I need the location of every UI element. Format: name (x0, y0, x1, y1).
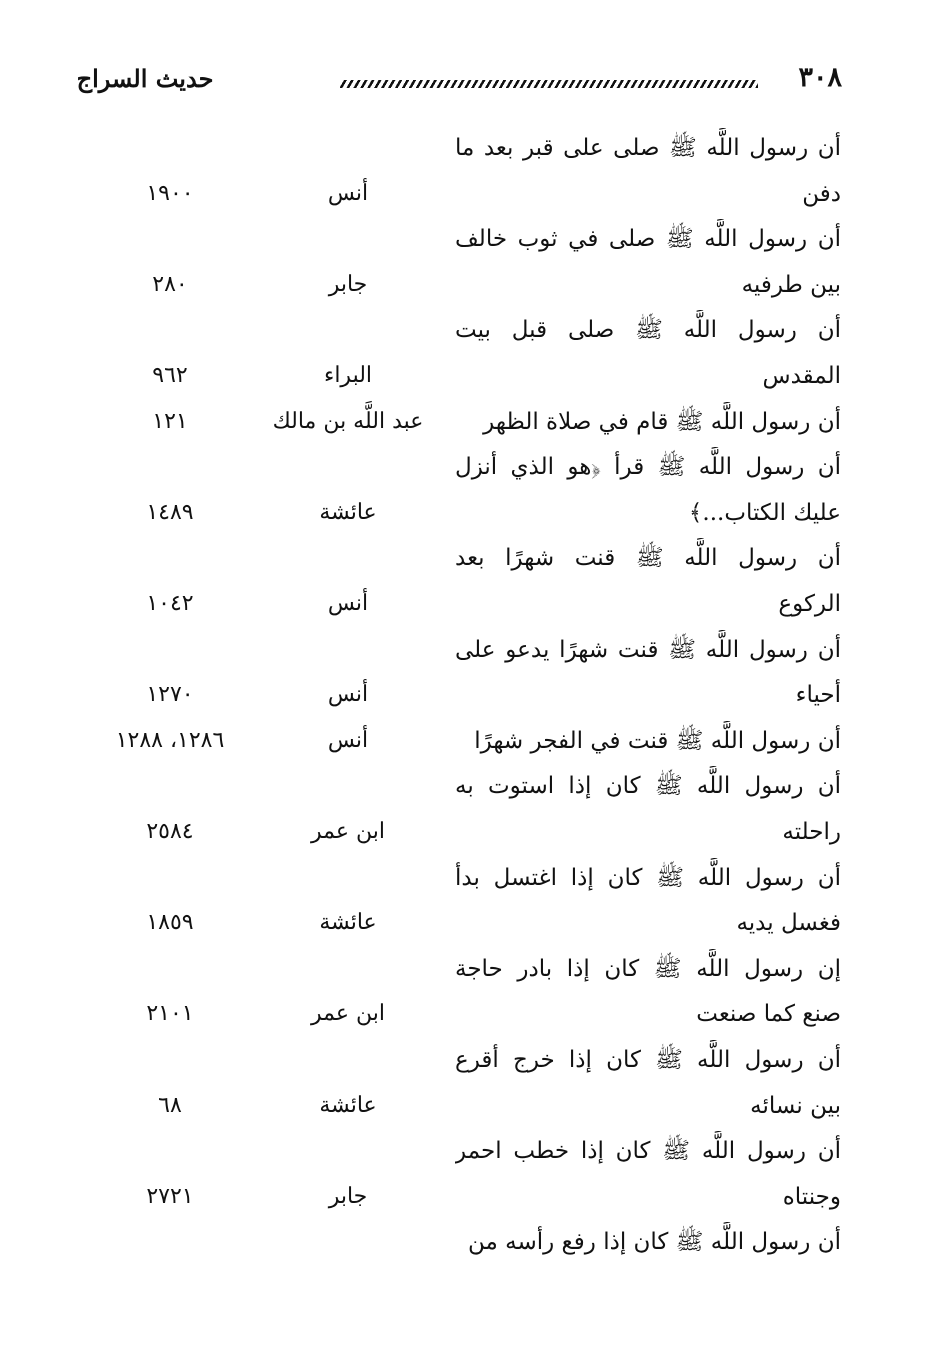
narrator-name: البراء (323, 363, 373, 388)
narrator-name: جابر (328, 272, 368, 297)
hadith-number: ١٢٧٠ (146, 682, 194, 707)
entry-text-line: وجنتاه (782, 1184, 841, 1210)
entry-text-line: أن رسول اللَّه ﷺ كان إذا رفع رأسه من (467, 1229, 841, 1255)
entry-text-line: صنع كما صنعت (696, 1001, 841, 1027)
entry-text-line: أن رسول اللَّه ﷺ قام في صلاة الظهر (483, 409, 841, 435)
entry-text-line: بين نسائه (750, 1093, 841, 1119)
entry-text-line: دفن (802, 181, 841, 207)
hadith-number: ٢٥٨٤ (146, 819, 194, 844)
entry-text-line: الركوع (778, 591, 841, 617)
entry-text-line: أن رسول اللَّه ﷺ كان إذا استوت به (455, 773, 841, 799)
entry-text-line: أحياء (795, 682, 841, 708)
entry-text-line: أن رسول اللَّه ﷺ صلى في ثوب خالف (455, 226, 841, 252)
hadith-number: ١٢٨٦، ١٢٨٨ (115, 728, 225, 753)
narrator-name: أنس (327, 728, 369, 753)
hadith-number: ٦٨ (158, 1093, 182, 1118)
narrator-name: ابن عمر (311, 1001, 385, 1026)
narrator-name: أنس (327, 682, 369, 707)
hadith-number: ٢١٠١ (146, 1001, 194, 1026)
hadith-number: ٢٧٢١ (146, 1184, 194, 1209)
entry-text-line: إن رسول اللَّه ﷺ كان إذا بادر حاجة (455, 956, 841, 982)
hadith-number: ١٠٤٢ (146, 591, 194, 616)
narrator-name: ابن عمر (311, 819, 385, 844)
entry-text-line: أن رسول اللَّه ﷺ كان إذا خرج أقرع (455, 1047, 841, 1073)
hadith-number: ١٤٨٩ (146, 500, 194, 525)
entry-text-line: بين طرفيه (741, 272, 841, 298)
entry-text-line: راحلته (782, 819, 841, 845)
narrator-name: عائشة (319, 500, 377, 525)
entry-text-line: فغسل يديه (736, 910, 841, 936)
narrator-name: أنس (327, 181, 369, 206)
running-title: حديث السراج (76, 64, 214, 93)
hadith-number: ١٩٠٠ (146, 181, 194, 206)
narrator-name: عائشة (319, 910, 377, 935)
hadith-number: ١٢١ (152, 409, 188, 434)
entry-text-line: أن رسول اللَّه ﷺ كان إذا خطب احمر (455, 1138, 841, 1164)
narrator-name: أنس (327, 591, 369, 616)
entry-text-line: عليك الكتاب...﴾ (688, 500, 841, 526)
page-number: ٣٠٨ (798, 62, 842, 93)
hadith-number: ٢٨٠ (152, 272, 188, 297)
entry-text-line: أن رسول اللَّه ﷺ كان إذا اغتسل بدأ (455, 865, 841, 891)
narrator-name: عبد اللَّه بن مالك (272, 409, 424, 434)
entry-text-line: أن رسول اللَّه ﷺ صلى قبل بيت (455, 317, 841, 343)
entry-text-line: أن رسول اللَّه ﷺ قنت شهرًا يدعو على (455, 637, 841, 663)
entry-text-line: أن رسول اللَّه ﷺ قرأ ﴿هو الذي أنزل (455, 454, 841, 480)
hadith-number: ٩٦٢ (152, 363, 188, 388)
entry-text-line: أن رسول اللَّه ﷺ قنت في الفجر شهرًا (474, 728, 841, 754)
entry-text-line: أن رسول اللَّه ﷺ قنت شهرًا بعد (455, 545, 841, 571)
entry-text-line: أن رسول اللَّه ﷺ صلى على قبر بعد ما (455, 135, 841, 161)
narrator-name: جابر (328, 1184, 368, 1209)
hadith-number: ١٨٥٩ (146, 910, 194, 935)
narrator-name: عائشة (319, 1093, 377, 1118)
entry-text-line: المقدس (762, 363, 841, 389)
